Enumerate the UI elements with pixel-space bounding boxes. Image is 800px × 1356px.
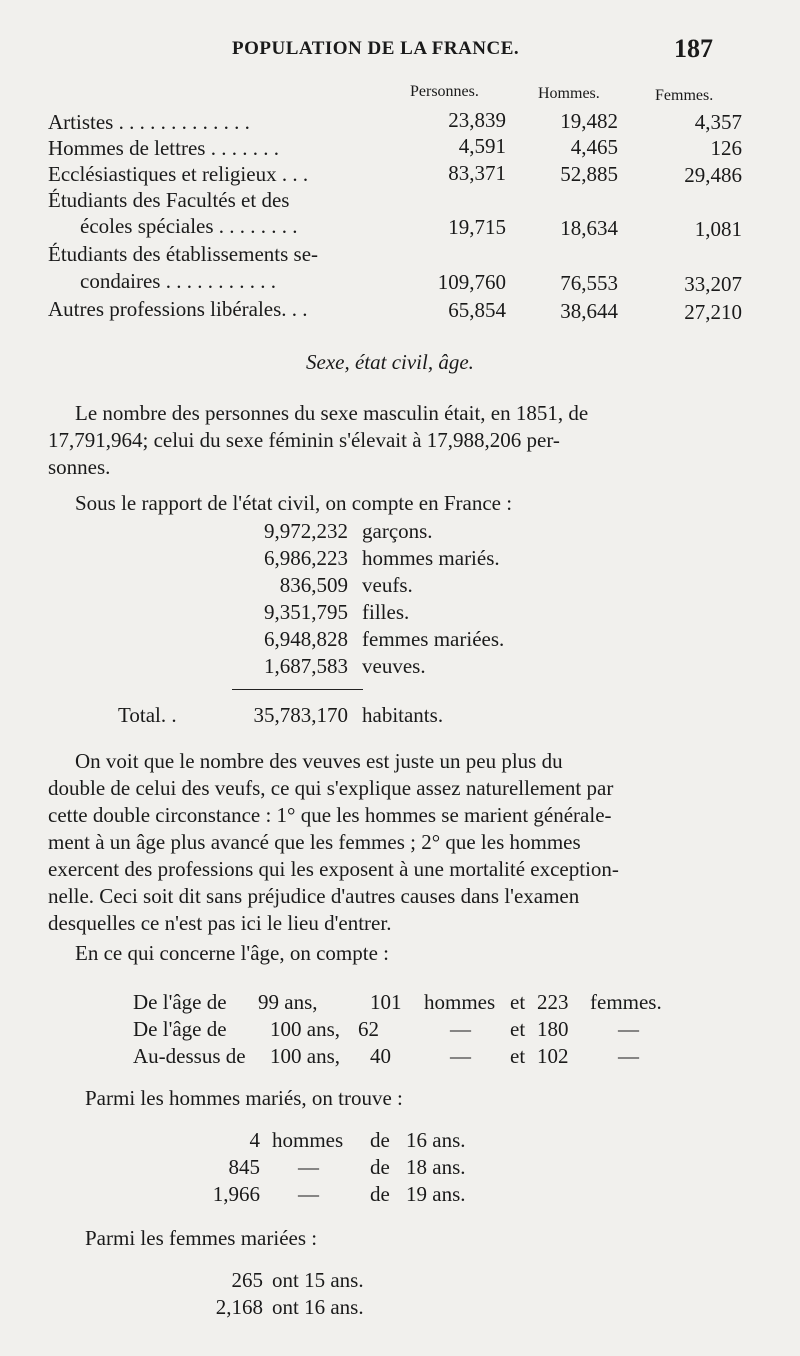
age-row-hommes-label: — <box>450 1017 471 1041</box>
list-item-age: 16 ans. <box>406 1128 466 1152</box>
table-cell: 126 <box>710 136 742 160</box>
list-item-de: de <box>370 1155 390 1179</box>
table-row-label: Étudiants des établissements se- <box>48 242 319 266</box>
age-row-age: 99 ans, <box>258 990 318 1014</box>
age-row-femmes: 102 <box>537 1044 569 1068</box>
list-item-value: 1,687,583 <box>264 654 348 678</box>
list-item-label: veufs. <box>362 573 413 597</box>
age-row-prefix: De l'âge de <box>133 990 227 1014</box>
table-cell: 52,885 <box>560 162 618 186</box>
table-cell: 19,715 <box>448 215 506 239</box>
table-cell: 4,357 <box>694 110 742 134</box>
table-cell: 23,839 <box>448 108 506 132</box>
paragraph-line: On voit que le nombre des veuves est juste un peu plus du <box>75 749 563 773</box>
paragraph-line: ment à un âge plus avancé que les femmes ; 2° que les hommes <box>48 830 581 854</box>
list-item-count: 1,966 <box>212 1182 260 1206</box>
paragraph-line: exercent des professions qui les exposent à une mortalité exception- <box>48 857 619 881</box>
age-row-femmes: 223 <box>537 990 569 1014</box>
age-row-femmes-label: femmes. <box>590 990 662 1014</box>
paragraph-line: Le nombre des personnes du sexe masculin était, en 1851, de <box>75 401 589 425</box>
running-header: POPULATION DE LA FRANCE. <box>232 38 520 59</box>
list-item-count: 4 <box>249 1128 260 1152</box>
age-row-hommes-label: hommes <box>424 990 496 1014</box>
table-cell: 65,854 <box>448 298 506 322</box>
list-item-de: de <box>370 1128 390 1152</box>
list-item-label: — <box>298 1155 319 1179</box>
list-item-label: garçons. <box>362 519 433 543</box>
list-item-label: — <box>298 1182 319 1206</box>
list-item-text: ont 15 ans. <box>272 1268 364 1292</box>
list-item-label: veuves. <box>362 654 426 678</box>
list-item-value: 836,509 <box>279 573 348 597</box>
total-label: Total. . <box>118 703 177 727</box>
list-item-label: filles. <box>362 600 410 624</box>
age-row-femmes-label: — <box>618 1017 639 1041</box>
table-cell: 19,482 <box>560 109 618 133</box>
table-row-label: Autres professions libérales. . . <box>48 297 308 321</box>
age-row-hommes-label: — <box>450 1044 471 1068</box>
civil-status-intro: Sous le rapport de l'état civil, on compte en France : <box>75 491 513 515</box>
table-cell: 18,634 <box>560 216 618 240</box>
column-header-personnes: Personnes. <box>410 83 479 100</box>
list-item-count: 2,168 <box>215 1295 263 1319</box>
age-row-femmes: 180 <box>537 1017 569 1041</box>
age-row-prefix: De l'âge de <box>133 1017 227 1041</box>
age-row-femmes-label: — <box>618 1044 639 1068</box>
table-cell: 29,486 <box>684 163 742 187</box>
table-cell: 27,210 <box>684 300 742 324</box>
list-item-de: de <box>370 1182 390 1206</box>
table-row-label: Étudiants des Facultés et des <box>48 188 290 212</box>
married-women-intro: Parmi les femmes mariées : <box>85 1226 318 1250</box>
table-row-label: Hommes de lettres . . . . . . . <box>48 136 279 160</box>
paragraph-line: nelle. Ceci soit dit sans préjudice d'autres causes dans l'examen <box>48 884 580 908</box>
age-row-hommes: 101 <box>370 990 402 1014</box>
paragraph-line: sonnes. <box>48 455 111 479</box>
paragraph-line: desquelles ce n'est pas ici le lieu d'entrer. <box>48 911 392 935</box>
list-item-text: ont 16 ans. <box>272 1295 364 1319</box>
age-row-hommes: 40 <box>370 1044 391 1068</box>
list-item-value: 9,351,795 <box>264 600 348 624</box>
table-row-label: condaires . . . . . . . . . . . <box>80 269 276 293</box>
age-row-prefix: Au-dessus de <box>133 1044 246 1068</box>
total-rule <box>232 689 363 690</box>
married-men-intro: Parmi les hommes mariés, on trouve : <box>85 1086 403 1110</box>
paragraph-line: double de celui des veufs, ce qui s'explique assez naturellement par <box>48 776 614 800</box>
age-row-sep: et <box>510 990 526 1014</box>
table-cell: 4,591 <box>458 134 506 158</box>
list-item-label: hommes <box>272 1128 344 1152</box>
list-item-value: 6,948,828 <box>264 627 348 651</box>
age-row-age: 100 ans, <box>270 1044 340 1068</box>
section-heading: Sexe, état civil, âge. <box>306 350 474 374</box>
table-row-label: Ecclésiastiques et religieux . . . <box>48 162 309 186</box>
age-row-sep: et <box>510 1044 526 1068</box>
total-unit: habitants. <box>362 703 444 727</box>
list-item-count: 265 <box>231 1268 263 1292</box>
list-item-value: 6,986,223 <box>264 546 348 570</box>
table-cell: 1,081 <box>694 217 742 241</box>
table-cell: 109,760 <box>437 270 506 294</box>
table-cell: 83,371 <box>448 161 506 185</box>
list-item-count: 845 <box>228 1155 260 1179</box>
table-cell: 33,207 <box>684 272 742 296</box>
age-intro: En ce qui concerne l'âge, on compte : <box>75 941 389 965</box>
age-row-age: 100 ans, <box>270 1017 340 1041</box>
paragraph-line: cette double circonstance : 1° que les hommes se marient générale- <box>48 803 612 827</box>
paragraph-line: 17,791,964; celui du sexe féminin s'élevait à 17,988,206 per- <box>48 428 560 452</box>
table-cell: 76,553 <box>560 271 618 295</box>
list-item-label: femmes mariées. <box>362 627 505 651</box>
total-value: 35,783,170 <box>253 703 348 727</box>
list-item-age: 18 ans. <box>406 1155 466 1179</box>
column-header-hommes: Hommes. <box>538 85 600 102</box>
age-row-hommes: 62 <box>358 1017 379 1041</box>
page-number: 187 <box>674 34 713 63</box>
list-item-age: 19 ans. <box>406 1182 466 1206</box>
column-header-femmes: Femmes. <box>655 87 714 104</box>
list-item-label: hommes mariés. <box>362 546 500 570</box>
table-cell: 4,465 <box>570 135 618 159</box>
table-cell: 38,644 <box>560 299 618 323</box>
table-row-label: écoles spéciales . . . . . . . . <box>80 214 298 238</box>
list-item-value: 9,972,232 <box>264 519 348 543</box>
table-row-label: Artistes . . . . . . . . . . . . . <box>48 110 250 134</box>
age-row-sep: et <box>510 1017 526 1041</box>
